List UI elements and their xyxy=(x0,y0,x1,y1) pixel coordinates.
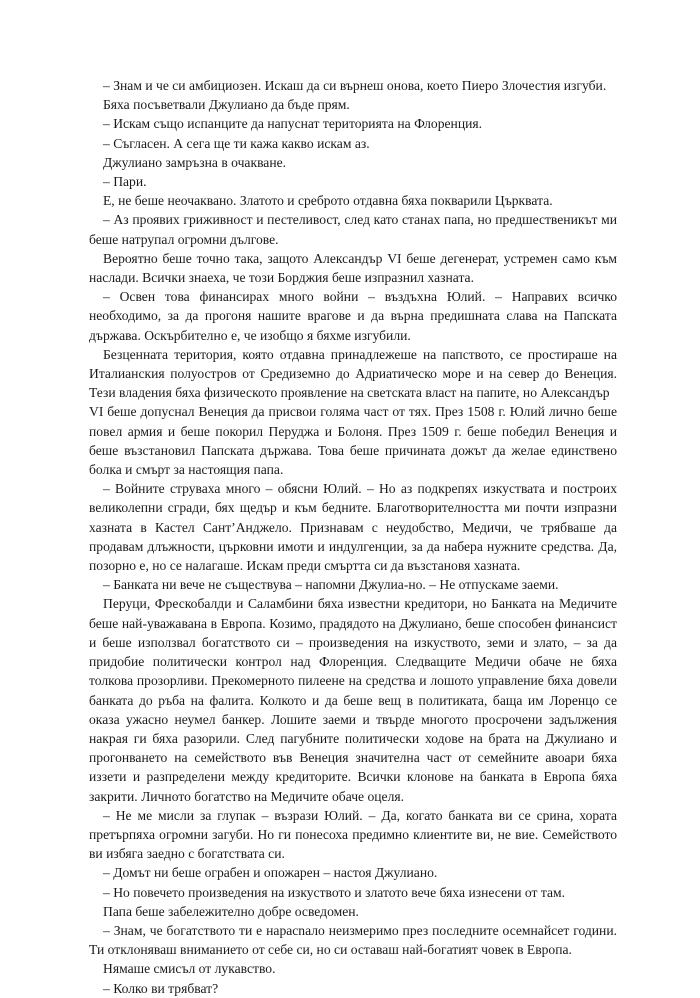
paragraph: Папа беше забележително добре осведомен. xyxy=(103,903,359,919)
paragraph: – Но повечето произведения на изкуството и златото вече бяха изнесени от там. xyxy=(103,884,566,900)
paragraph: Бяха посъветвали Джулиано да бъде прям. xyxy=(103,97,350,113)
paragraph: Е, не беше неочаквано. Златото и среброто отдавна бяха покварили Църквата. xyxy=(103,193,553,209)
paragraph: VI беше допуснал Венеция да присвои голяма част от тях. През 1508 г. Юлий лично беше повел армия и беше покорил Перуджа и Болоня. През 1509 г. беше победил Венеция и беше възстановил Папската държава. Това беше причината дожът да желае единствено болка и смърт за настоящия папа. xyxy=(89,404,617,478)
paragraph: – Банката ни вече не съществува – напомни Джулиа-но. – Не отпускаме заеми. xyxy=(103,577,559,593)
paragraph: – Съгласен. А сега ще ти кажа какво искам аз. xyxy=(103,135,370,151)
paragraph: Нямаше смисъл от лукавство. xyxy=(103,961,276,977)
paragraph: – Освен това финансирах много войни – въздъхна Юлий. – Направих всичко необходимо, за да прогоня нашите врагове и да върна предишната слава на Папската държава. Оскърбително е, че изобщо я бяхме изгубили. xyxy=(89,289,617,343)
paragraph: – Не ме мисли за глупак – възрази Юлий. – Да, когато банката ви се срина, хората претърпяха огромни загуби. Но ги понесоха предимно клиентите ви, не вие. Семейството ви избяга заедно с богатствата си. xyxy=(89,807,617,862)
paragraph: – Войните струваха много – обясни Юлий. – Но аз подкрепях изкуствата и построих великолепни сгради, бях щедър и към бедните. Благотворителността ми почти изпразни хазната в Кастел Сант’Анджело. Признавам с неудобство, Медичи, че трябваше да продавам длъжности, църковни имоти и индулгенции, за да набера нужните средства. Да, позорно е, но се налагаше. Искам преди смъртта си да възстановя хазната. xyxy=(89,481,617,574)
paragraph: – Колко ви трябват? xyxy=(103,980,219,996)
paragraph: Безценната територия, която отдавна принадлежеше на папството, се простираше на Италианския полуостров от Средиземно до Адриатическо море и на север до Венеция. Тези владения бяха физическото проявление на светската власт на папите, но Александър xyxy=(89,346,617,401)
paragraph: – Домът ни беше ограбен и опожарен – настоя Джулиано. xyxy=(103,865,438,881)
paragraph: Перуци, Фрескобалди и Саламбини бяха известни кредитори, но Банката на Медичите беше най-уважавана в Европа. Козимо, прадядото на Джулиано, беше способен финансист и беше използвал богатството си – произведения на изкуството, земи и злато, – за да придобие политически контрол над Флоренция. Следващите Медичи обаче не бяха толкова прозорливи. Прекомерното пилеене на средства и лошото управление бяха довели банката до ръба на фалита. Колкото и да беше вещ в политиката, баща им Лоренцо се оказа ужасно неумел банкер. Лошите заеми и твърде многото просрочени задължения накрая ги бяха разорили. След пагубните политически ходове на брата на Джулиано и прогонването на семейството във Венеция значителна част от семейните авоари бяха иззети и разпределени между кредиторите. Всички клонове на банката в Европа бяха закрити. Личното богатство на Медичите обаче оцеля. xyxy=(89,596,617,804)
paragraph: – Знам, че богатството ти е нарасnало неизмеримо през последните осемнайсет години. Ти отклоняваш вниманието от себе си, но си оставаш най-богатият човек в Европа. xyxy=(89,922,617,958)
paragraph: – Аз проявих гриживност и пестеливост, след като станах папа, но предшественикът ми беше натрупал огромни дългове. xyxy=(89,212,617,247)
paragraph: – Пари. xyxy=(103,174,147,190)
paragraph: – Искам също испанците да напуснат територията на Флоренция. xyxy=(103,116,483,132)
paragraph: Вероятно беше точно така, защото Александър VI беше дегенерат, устремен само към наслади. Всички знаеха, че този Борджия беше изпразнил хазната. xyxy=(89,250,617,286)
paragraph: – Знам и че си амбициозен. Искаш да си върнеш онова, което Пиеро Злочестия изгуби. xyxy=(103,78,607,93)
document-body xyxy=(89,76,617,998)
paragraph: Джулиано замръзна в очакване. xyxy=(103,154,287,170)
